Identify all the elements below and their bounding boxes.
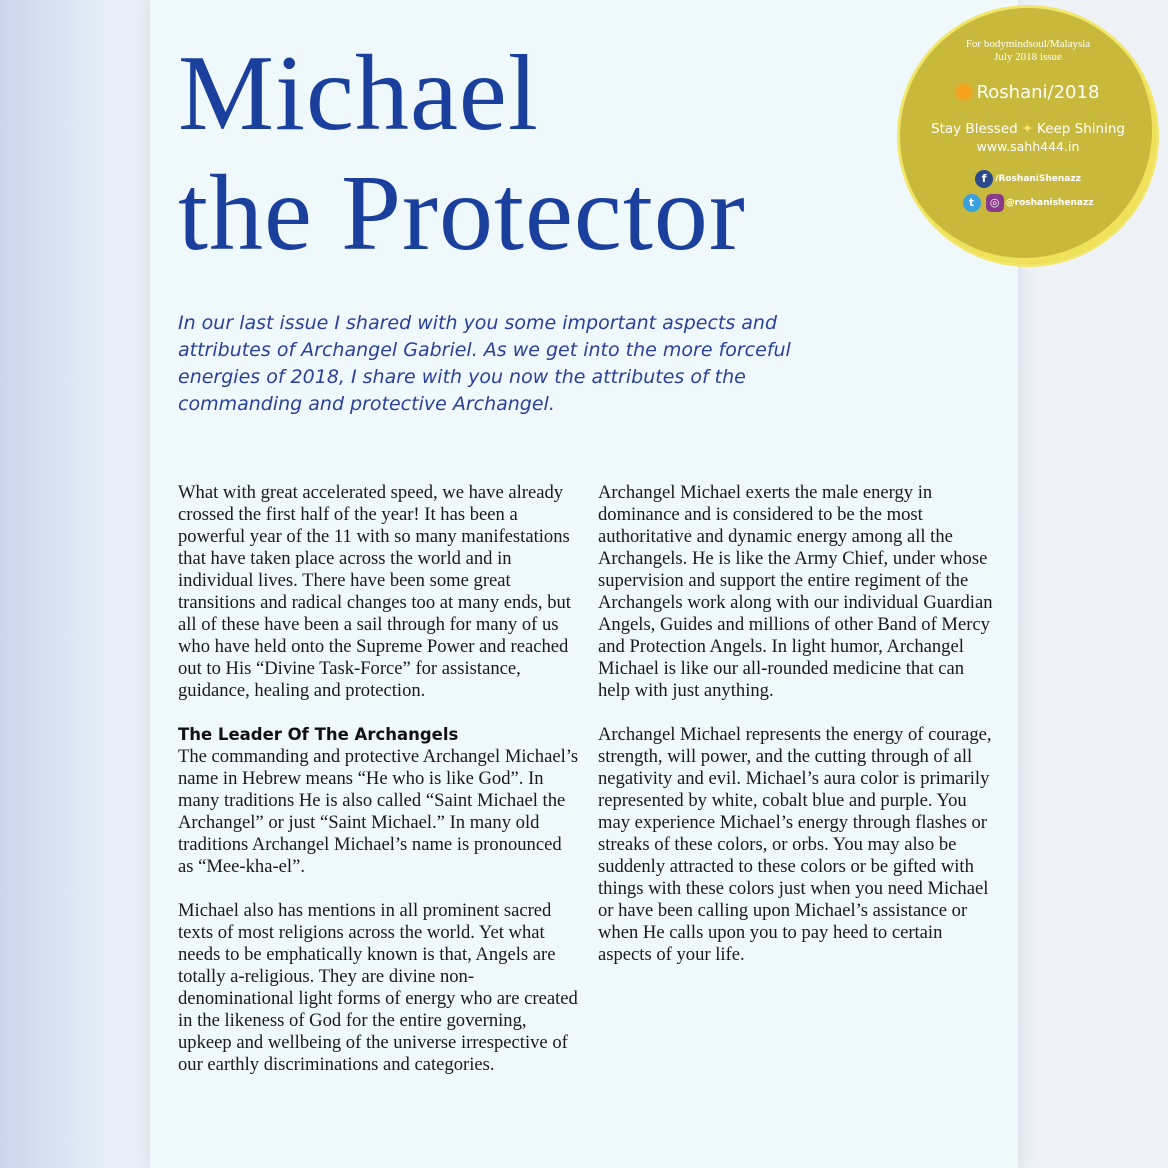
paragraph: Michael also has mentions in all prominent sacred texts of most religions across the world. Yet what needs to be emphatically known is that, Angels are totally a-religious. They are divine non-denominational light forms of energy who are created in the likeness of God for the entire governing, upkeep and wellbeing of the universe irrespective of our earthly discriminations and categories. — [178, 900, 578, 1075]
twitter-icon: t — [963, 194, 981, 212]
left-column — [178, 482, 580, 1098]
paragraph: Archangel Michael represents the energy of courage, strength, will power, and the cutting through of all negativity and evil. Michael’s aura color is primarily represented by white, cobalt blue and purple. You may experience Michael’s energy through flashes or streaks of these colors, or orbs. You may also be suddenly attracted to these colors or be gifted with things with these colors just when you need Michael or have been calling upon Michael’s assistance or when He calls upon you to pay heed to certain aspects of your life. — [598, 724, 992, 965]
tagline-part-2: Keep Shining — [1037, 121, 1125, 137]
issue-line-1: For bodymindsoul/Malaysia — [965, 38, 1091, 50]
section-heading: The Leader Of The Archangels — [178, 725, 459, 744]
author-badge — [900, 8, 1156, 264]
twitter-instagram-handle: @roshanishenazz — [1005, 198, 1094, 208]
instagram-icon: ◎ — [986, 194, 1004, 212]
issue-note — [940, 38, 1116, 64]
sun-icon — [957, 85, 971, 99]
author-name — [900, 82, 1156, 104]
article-title — [178, 34, 746, 274]
title-line-1: Michael — [178, 34, 539, 153]
tagline — [900, 120, 1156, 138]
tagline-part-1: Stay Blessed — [931, 121, 1018, 137]
facebook-icon: f — [975, 170, 993, 188]
paragraph: What with great accelerated speed, we have already crossed the first half of the year! It has been a powerful year of the 11 with so many manifestations that have taken place across the world and in individual lives. There have been some great transitions and radical changes too at many ends, but all of these have been a sail through for many of us who have held onto the Supreme Power and reached out to His “Divine Task-Force” for assistance, guidance, healing and protection. — [178, 482, 571, 701]
title-line-2: the Protector — [178, 154, 746, 273]
right-column — [598, 482, 1000, 988]
facebook-handle-row — [900, 170, 1156, 189]
article-intro: In our last issue I shared with you some important aspects and attributes of Archangel Gabriel. As we get into the more forceful energies of 2018, I share with you now the attributes of the commanding and protective Archangel. — [178, 312, 791, 415]
author-name-text: Roshani/2018 — [976, 82, 1100, 103]
paragraph: Archangel Michael exerts the male energy in dominance and is considered to be the most authoritative and dynamic energy among all the Archangels. He is like the Army Chief, under whose supervision and support the entire regiment of the Archangels work along with our individual Guardian Angels, Guides and millions of other Band of Mercy and Protection Angels. In light humor, Archangel Michael is like our all-rounded medicine that can help with just anything. — [598, 482, 993, 701]
twitter-instagram-row — [900, 194, 1156, 213]
sparkle-icon: ✦ — [1021, 121, 1034, 137]
paragraph: The commanding and protective Archangel Michael’s name in Hebrew means “He who is like God”. In many traditions He is also called “Saint Michael the Archangel” or just “Saint Michael.” In many old traditions Archangel Michael’s name is pronounced as “Mee-kha-el”. — [178, 746, 579, 877]
facebook-handle: /RoshaniShenazz — [995, 174, 1081, 184]
website-url: www.sahh444.in — [976, 139, 1080, 154]
issue-line-2: July 2018 issue — [994, 51, 1062, 63]
